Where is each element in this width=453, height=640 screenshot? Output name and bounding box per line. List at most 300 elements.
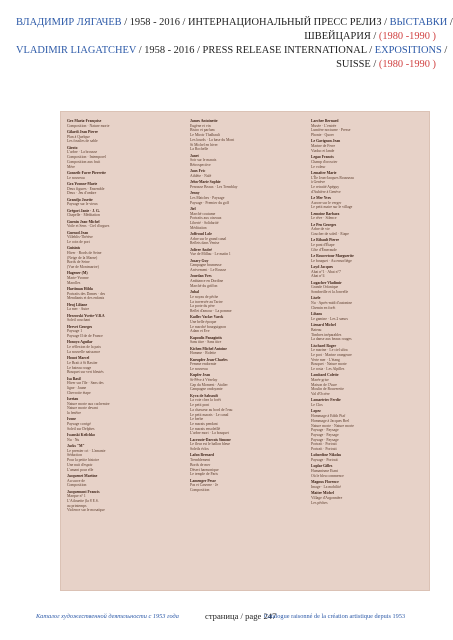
artwork-title: Penrasse Beaux · Les Tremblay: [190, 184, 238, 189]
artwork-title: Soir sur le marais: [190, 158, 217, 163]
artwork-title: Le Clos: [311, 403, 323, 408]
artwork-title: L'Île Jean-Jacques Rousseau: [311, 175, 354, 180]
artist-name: Honoyo Aguilar: [67, 340, 93, 345]
header-line2-segment: /: [370, 31, 379, 42]
header-line1-segment: /: [381, 17, 390, 28]
artist-name: Isa Basil: [67, 376, 81, 381]
artist-entry: [311, 296, 419, 310]
artwork-title: Marolles: [67, 280, 81, 285]
header-line3-segment: VLADIMIR LIAGATCHEV: [16, 45, 137, 56]
artist-entry: [311, 373, 419, 397]
artwork-title: Nature morte devant: [67, 406, 98, 411]
artwork-title: Hommage à Edith Piaf: [311, 414, 346, 419]
header-line4-segment: /: [370, 59, 379, 70]
artist-entry: [190, 207, 298, 231]
artist-name: Heuj Liliane: [67, 302, 88, 307]
artist-entry: [67, 220, 175, 229]
artist-name: Le Roucretour Marguerite: [311, 254, 354, 259]
artist-entry: [190, 248, 298, 257]
artist-entry: [190, 232, 298, 246]
artwork-title: Musée · L'entrée: [311, 123, 337, 128]
artist-entry: [67, 130, 175, 144]
artwork-title: Paysage sur le vieux: [67, 202, 98, 207]
artwork-title: Une nuit d'espoir: [67, 462, 93, 467]
artist-name: Jacquemont Francis: [67, 489, 100, 494]
catalogue-column-1: [67, 119, 175, 515]
artwork-title: Méditation: [190, 225, 207, 230]
artist-name: Houot Marcel: [67, 356, 90, 361]
artwork-title: Eugène et vin: [190, 123, 211, 128]
artwork-title: Chapelle · Méditation: [67, 213, 100, 218]
artist-entry: [67, 397, 175, 416]
artwork-title: Aurore sur le verger: [311, 200, 342, 205]
artwork-title: Le premier cri · L'amante: [67, 448, 106, 453]
artist-name: Gilardi Jean Pierre: [67, 130, 98, 134]
header-line1-segment: ИНТЕРНАЦИОНАЛЬНЫЙ ПРЕСС РЕЛИЗ: [188, 17, 382, 28]
artist-entry: [311, 139, 419, 153]
artwork-title: St Michel en hiver: [190, 142, 218, 147]
artist-entry: [190, 373, 298, 392]
artist-name: James Antoinette: [190, 119, 218, 123]
artwork-title: Portrait · Portrait: [311, 447, 337, 452]
artwork-title: Marché coutume: [190, 211, 216, 216]
artwork-title: Village d'Argonnière: [311, 495, 343, 500]
artwork-title: Phonie · Quoer: [311, 133, 334, 138]
artwork-title: Nu · Nu: [67, 437, 80, 442]
artist-name: Kadlec Vaclav Vaeck: [190, 315, 224, 320]
artwork-title: Soleil couchant: [67, 318, 91, 323]
artist-name: Le Mer Yves: [311, 195, 331, 200]
artist-name: Grandjo Josette: [67, 197, 93, 202]
artwork-title: Sans titre · Sans titre: [190, 340, 222, 345]
artist-entry: [311, 238, 419, 252]
artist-name: Lomartriec Ferdie: [311, 398, 341, 403]
artwork-title: Reflets dans Venise: [190, 241, 220, 246]
artist-name: Le Gavignon Jean: [311, 139, 341, 144]
artwork-title: Bouquet · Nature morte: [311, 362, 347, 367]
artwork-title: Le pont d'Étape: [311, 243, 335, 248]
artwork-title: Deux figures · Ensemble: [67, 186, 105, 191]
artwork-title: L'arbre mort · La bouquet: [190, 431, 229, 436]
artwork-title: La chasseur au bord de l'eau: [190, 407, 233, 412]
artwork-title: Lumière nocturne · Presse: [311, 128, 351, 133]
artwork-title: Campagne ondoyante: [190, 387, 223, 392]
artist-entry: [67, 303, 175, 312]
artist-name: Magnus Florence: [311, 480, 339, 485]
artwork-title: Le voleur: [311, 164, 326, 169]
artist-name: Guenin Jean-Michel: [67, 219, 100, 224]
artwork-title: Paysage II de de France: [67, 334, 103, 339]
artwork-title: d'Aubière à Genève: [311, 189, 341, 194]
artwork-title: Bords de Seine: [67, 260, 90, 265]
artwork-title: Côte d'Émeraude: [311, 247, 337, 252]
artist-name: Kupfer Jean: [190, 373, 211, 378]
artwork-title: Le fleur est le ballon bleue: [190, 442, 231, 447]
artwork-title: Marie-Yvonne: [67, 276, 89, 281]
artwork-title: Cap du Moment · Atalier: [190, 382, 228, 387]
header-line2-segment: (1980 -1990 ): [378, 31, 436, 42]
artwork-title: Au sucre de: [67, 478, 85, 483]
artwork-title: La voie chez la forêt: [190, 398, 221, 403]
footer-catalogue-title-fr: Catalogue raisonné de la création artistique depuis 1953: [264, 613, 406, 620]
artwork-title: Bouquet sur vert bleutés: [67, 370, 104, 375]
artist-name: Hagener (M): [67, 271, 88, 276]
artist-entry: [190, 119, 298, 152]
artwork-title: Nature morte aux cachemire: [67, 401, 110, 406]
scanned-catalogue-page: [60, 111, 430, 591]
artwork-title: Viaduc et lande: [311, 148, 335, 153]
artist-entry: [190, 394, 298, 436]
artist-entry: [67, 198, 175, 207]
artwork-title: Paysage · Premier du golf: [190, 200, 229, 205]
artist-name: Kapoulis Panagiotis: [190, 335, 222, 340]
artist-entry: [67, 356, 175, 375]
artist-name: Jiel: [190, 206, 196, 211]
artwork-title: Reflet d'amour · La pomme: [190, 308, 232, 313]
artwork-title: Composition · Intemporel: [67, 155, 106, 160]
artist-entry: [311, 281, 419, 295]
artist-name: Lemaître Marie: [311, 170, 337, 175]
artwork-title: Séduction: [67, 453, 82, 458]
artist-name: Jacquenet Martine: [67, 473, 98, 478]
artwork-title: Marée grise: [311, 378, 329, 383]
artwork-title: (Vue de Montmartre): [67, 265, 99, 270]
artist-entry: [190, 438, 298, 452]
artwork-title: Désert harmonique: [190, 467, 219, 472]
artwork-title: Adam et Eve: [190, 329, 210, 334]
artist-name: Loyd Jacques: [311, 265, 333, 270]
artist-name: Iseriau: [67, 396, 79, 401]
artist-entry: [190, 180, 298, 189]
artwork-title: Campagne brumeuse: [190, 263, 222, 268]
artist-entry: [311, 196, 419, 210]
artwork-title: Marché du griffon: [190, 283, 218, 288]
artist-entry: [311, 480, 419, 489]
artwork-title: Val d'Ocrère: [311, 392, 330, 397]
artwork-title: Le petit pont: [190, 403, 210, 408]
artist-name: Gex Maria-Françoise: [67, 119, 102, 123]
artist-name: Jourdan Yves: [190, 274, 212, 279]
artist-name: Lienard Michel: [311, 323, 336, 328]
header-line3-segment: /: [366, 45, 375, 56]
footer-catalogue-title-ru: Каталог художественной деятельности с 1953 года: [36, 613, 179, 620]
artwork-title: Le réflexion de la paix: [67, 345, 101, 350]
artwork-title: Le Brait à St Rastier: [67, 360, 98, 365]
artwork-title: Le marais ensoleillé: [190, 426, 221, 431]
artist-name: Jaux Fric: [190, 169, 206, 174]
artist-name: Lugacher Vladimir: [311, 280, 342, 285]
artwork-title: Timbres inéparables: [311, 332, 342, 337]
artwork-title: Hommage à Jacques Brel: [311, 418, 350, 423]
artwork-title: Le rêve · Silence: [311, 216, 337, 221]
artwork-title: Pour la petite histoire: [67, 458, 100, 463]
artist-entry: [67, 246, 175, 270]
artwork-title: Portrait · Portrait: [311, 442, 337, 447]
artist-entry: [311, 254, 419, 263]
artist-name: Le Ribault Pierre: [311, 238, 340, 243]
artist-entry: [311, 265, 419, 279]
artist-entry: [311, 155, 419, 169]
header-line3-segment: /: [441, 45, 448, 56]
artwork-title: La nouvelle naissance: [67, 349, 101, 354]
artwork-title: Rétrospective: [190, 162, 211, 167]
artwork-title: Soleils éclos: [190, 447, 209, 452]
artwork-title: Composition: [190, 487, 210, 492]
artwork-title: Abat n°4: [311, 274, 325, 279]
artwork-title: Bateau: [311, 327, 322, 332]
artwork-title: Maison de l'Aure: [311, 382, 337, 387]
artist-entry: [67, 325, 175, 339]
header-line4-segment: SUISSE: [336, 59, 371, 70]
catalogue-column-3: [311, 119, 419, 507]
artwork-title: Hiver · Bords de Seine: [67, 250, 102, 255]
artwork-title: Plan à Quelque: [67, 134, 90, 139]
artist-entry: [67, 231, 175, 245]
artist-entry: [311, 453, 419, 462]
artist-name: Le Pen Georges: [311, 222, 337, 227]
page-number: страница / page 247: [205, 611, 277, 621]
artist-name: Lischard Roger: [311, 343, 337, 348]
artwork-title: L'amant pour elle: [67, 467, 94, 472]
artwork-title: Portraits des Dames · des: [67, 291, 106, 296]
artwork-title: Moulin de Bouverette: [311, 387, 344, 392]
artwork-title: Une belle époque: [190, 319, 217, 324]
artwork-title: Bords de mer: [190, 462, 211, 467]
header-line3-segment: PRESS RELEASE INTERNATIONAL: [202, 45, 367, 56]
header-line-2: [16, 30, 436, 44]
artwork-title: Le gamine · Les 2 sœurs: [311, 316, 348, 321]
artist-name: Lamenger Pesse: [190, 478, 216, 483]
artist-entry: [311, 464, 419, 478]
artwork-title: L'arbre · La brousse: [67, 150, 98, 155]
artwork-title: Paysage · Paysage: [311, 432, 339, 437]
artist-name: Herzovski Yvette-V.B.A: [67, 313, 105, 318]
artist-entry: [67, 444, 175, 472]
artwork-title: Le temple de Paris: [190, 472, 219, 477]
artwork-title: Deux · Jeu d'ombre: [67, 191, 97, 196]
artwork-title: Le marine · Le ciel ultra: [311, 348, 348, 353]
artwork-title: Champ d'oroscier: [311, 159, 338, 164]
artwork-title: La danse aux beaux rouges: [311, 337, 352, 342]
artist-name: Janet: [190, 153, 199, 158]
artwork-title: Mère: [67, 164, 75, 169]
artist-entry: [67, 171, 175, 180]
artist-name: Lacroute-Darcois Simone: [190, 437, 231, 442]
artist-entry: [67, 417, 175, 431]
artwork-title: Arbre de vie: [311, 227, 330, 232]
artwork-title: Nu · Après-midi d'autonine: [311, 301, 352, 306]
artwork-title: Femme endormie: [190, 362, 217, 367]
artwork-title: Le petit marais · Le canal: [190, 412, 229, 417]
artwork-title: Chevrotte étape: [67, 390, 91, 395]
header-line3-segment: EXPOSITIONS: [374, 45, 442, 56]
artwork-title: Le coin de port: [67, 239, 90, 244]
artwork-title: Chemin en forêt: [311, 305, 336, 310]
artist-name: Guisinis: [67, 246, 81, 251]
artwork-title: Vue de Millau · Le matin 1: [190, 252, 231, 257]
artwork-title: La Rochelle: [190, 147, 209, 152]
artwork-title: Le rosia · Les Alpilles: [311, 367, 345, 372]
artwork-title: Le port · Marine orangeure: [311, 352, 352, 357]
artist-entry: [190, 191, 298, 205]
artwork-title: Homme · Rolette: [190, 351, 217, 356]
artwork-title: Le marais pendant: [190, 421, 218, 426]
artist-entry: [311, 344, 419, 372]
artwork-title: Composition aux fruit: [67, 159, 101, 164]
artwork-title: Marque n° 1: [67, 494, 86, 499]
artist-entry: [67, 433, 175, 442]
artist-name: Jehn-Marie Sophie: [190, 180, 221, 185]
artist-name: Jubal: [190, 290, 199, 295]
artwork-title: la fenêtre: [67, 411, 82, 416]
artwork-title: (Neige de la Marne): [67, 255, 98, 260]
artwork-title: St-Pêve à Vézelay: [190, 378, 218, 383]
artist-name: Kneupfer Jean-Charles: [190, 357, 228, 362]
artwork-title: Les pêches: [311, 500, 328, 505]
artwork-title: Image · La mobilité: [311, 484, 341, 489]
header-line-3: [16, 44, 448, 58]
artist-entry: [190, 169, 298, 178]
artist-entry: [190, 154, 298, 168]
artist-entry: [311, 171, 419, 195]
header-line1-segment: ВЛАДИМИР ЛЯГАЧЕВ: [16, 17, 122, 28]
artist-name: Jenny: [190, 191, 200, 196]
artist-name: Grégori Janie · J. G.: [67, 208, 100, 213]
artist-name: Larcher Bernard: [311, 119, 339, 123]
artwork-title: Portraits aux oiseaux: [190, 216, 222, 221]
artist-name: Guenod Jean: [67, 230, 89, 235]
artist-entry: [190, 274, 298, 288]
artwork-title: Villeblis-Thérèse: [67, 235, 93, 240]
artwork-title: Composition: [67, 483, 87, 488]
artwork-title: La porte du père: [190, 304, 215, 309]
header-line1-segment: / 1958 - 2016 /: [121, 17, 188, 28]
artist-name: Maitre Michel: [311, 491, 334, 496]
artwork-title: Ambiance en Dordine: [190, 279, 224, 284]
artwork-title: Le nouveau: [190, 367, 208, 372]
artwork-title: Paysage · Portrait: [311, 458, 338, 463]
artist-entry: [67, 146, 175, 170]
artwork-title: Où le bleu commence: [311, 473, 344, 478]
artist-entry: [311, 119, 419, 138]
artist-name: Lihans: [311, 312, 323, 317]
artist-entry: [67, 314, 175, 323]
artist-name: Gonseth-Favre Pierrette: [67, 170, 106, 175]
artwork-title: Soleil sur Delphes: [67, 426, 95, 431]
header-line-4: [16, 58, 436, 72]
artist-name: Lisele: [311, 296, 321, 301]
artist-name: Ivone: [67, 417, 76, 422]
artist-entry: [190, 336, 298, 345]
artwork-title: Verte mer · L'étang: [311, 357, 340, 362]
header-line-1: [16, 16, 453, 30]
artwork-title: Paysage · Paysage: [311, 428, 339, 433]
artist-entry: [67, 182, 175, 196]
artwork-title: Le petit maire sur le village: [311, 205, 353, 210]
artist-entry: [190, 290, 298, 314]
artwork-title: Le retraité Apéguy: [311, 184, 340, 189]
artist-entry: [311, 212, 419, 221]
artist-entry: [190, 347, 298, 356]
artist-name: Hartiman Hilda: [67, 287, 93, 292]
artwork-title: Paysage 1: [67, 329, 83, 334]
artist-entry: [190, 315, 298, 334]
artist-name: Kichen Michel Antoine: [190, 346, 227, 351]
artwork-title: Grande Orfanique: [311, 285, 339, 290]
artist-entry: [311, 491, 419, 505]
artwork-title: Le bouquet · Au ensorliège: [311, 258, 352, 263]
artwork-title: Les fossiles de sable: [67, 139, 98, 144]
header-line1-segment: ВЫСТАВКИ: [389, 17, 448, 28]
artwork-title: Le marché bourguignon: [190, 324, 226, 329]
artist-entry: [311, 223, 419, 237]
artwork-title: Violence sur le mosaïque: [67, 508, 105, 513]
artwork-title: Le noyau de pêche: [190, 294, 219, 299]
artwork-title: Humanisme Etant: [311, 469, 338, 474]
artwork-title: Arrivement · Le Rousse: [190, 268, 227, 273]
artist-entry: [67, 271, 175, 285]
artwork-title: Tremblement: [190, 458, 211, 463]
artist-name: Josary Guy: [190, 258, 209, 263]
artist-name: Iwanski Krilchko: [67, 433, 96, 438]
artist-name: Lopez: [311, 409, 321, 414]
artwork-title: à Genève: [311, 180, 326, 185]
artwork-title: ligne · Jaune: [67, 385, 87, 390]
artwork-title: Les Matches · Paysage: [190, 195, 225, 200]
artwork-title: Mendiants et des enfants: [67, 296, 105, 301]
artwork-title: Athlète · Nalé: [190, 173, 212, 178]
artwork-title: Paysage · Paysage: [311, 437, 339, 442]
artist-name: Legao Francis: [311, 155, 334, 160]
artist-name: Lemoine Barbara: [311, 211, 340, 216]
artwork-title: Sombreille et la Jonvelle: [311, 290, 349, 295]
artist-name: Luplar Gilles: [311, 464, 333, 469]
artist-entry: [67, 119, 175, 128]
artist-name: Lombard Colette: [311, 373, 339, 378]
artist-entry: [190, 259, 298, 273]
artist-entry: [67, 490, 175, 514]
artist-entry: [67, 209, 175, 218]
artist-name: Gra Yvonne-Marie: [67, 181, 98, 186]
artist-name: Hervet Georges: [67, 324, 93, 329]
artwork-title: Composition · Nature morte: [67, 123, 110, 128]
artwork-title: Pas et Caserne · Je: [190, 483, 219, 488]
artwork-title: au printemps: [67, 503, 87, 508]
artwork-title: Le Miroir Thalbault: [190, 133, 220, 138]
artist-entry: [190, 358, 298, 372]
artist-name: Jacks "M": [67, 444, 85, 449]
header-line4-segment: (1980 -1990 ): [378, 59, 436, 70]
header-line1-segment: /: [447, 17, 453, 28]
artwork-title: Les lourds · La base du Mont: [190, 137, 235, 142]
artist-entry: [67, 377, 175, 396]
artwork-title: Le bateau rouge: [67, 365, 92, 370]
artwork-title: Paysage corrigé: [67, 422, 91, 427]
artwork-title: Nature morte · Nature morte: [311, 423, 354, 428]
artist-entry: [311, 409, 419, 451]
artwork-title: La traversée au Tartre: [190, 299, 223, 304]
artwork-title: Abat n°1 · Abat n°7: [311, 269, 341, 274]
artist-entry: [190, 453, 298, 477]
artwork-title: Marine de Ferre: [311, 144, 336, 149]
artwork-title: La mer · Autre: [67, 307, 90, 312]
header-line3-segment: / 1958 - 2016 /: [136, 45, 203, 56]
artwork-title: Le berbe: [190, 417, 204, 422]
artist-entry: [311, 323, 419, 342]
artist-name: Lafon Bernard: [190, 453, 215, 458]
artist-entry: [67, 340, 175, 354]
page-header: [16, 16, 453, 72]
